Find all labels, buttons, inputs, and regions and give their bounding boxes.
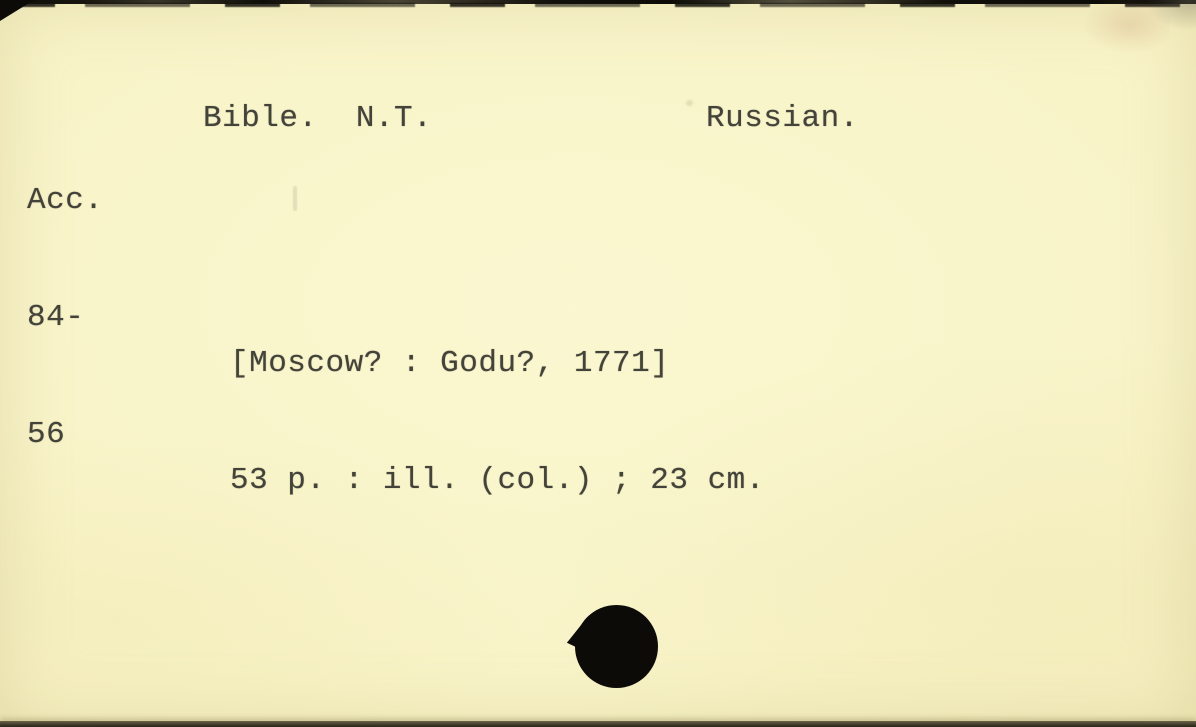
scan-edge-top-ragged [0,3,1196,7]
description-block [230,266,765,578]
scan-edge-bottom [0,721,1196,727]
stain-top-right-grey [1146,0,1196,30]
smudge-mark [293,186,297,211]
imprint-line: [Moscow? : Godu?, 1771] [230,346,670,381]
accession-number-line1: 84- [27,300,85,335]
physical-description-line: 53 p. : ill. (col.) ; 23 cm. [230,463,765,498]
card-language: Russian. [706,101,859,136]
paper-speck [686,100,693,106]
hole-punch [575,605,658,688]
corner-cut-top-left [0,0,34,21]
accession-block [27,103,103,532]
card-heading: Bible. N.T. [203,101,433,136]
accession-label: Acc. [27,183,104,218]
accession-number-line2: 56 [27,417,66,452]
